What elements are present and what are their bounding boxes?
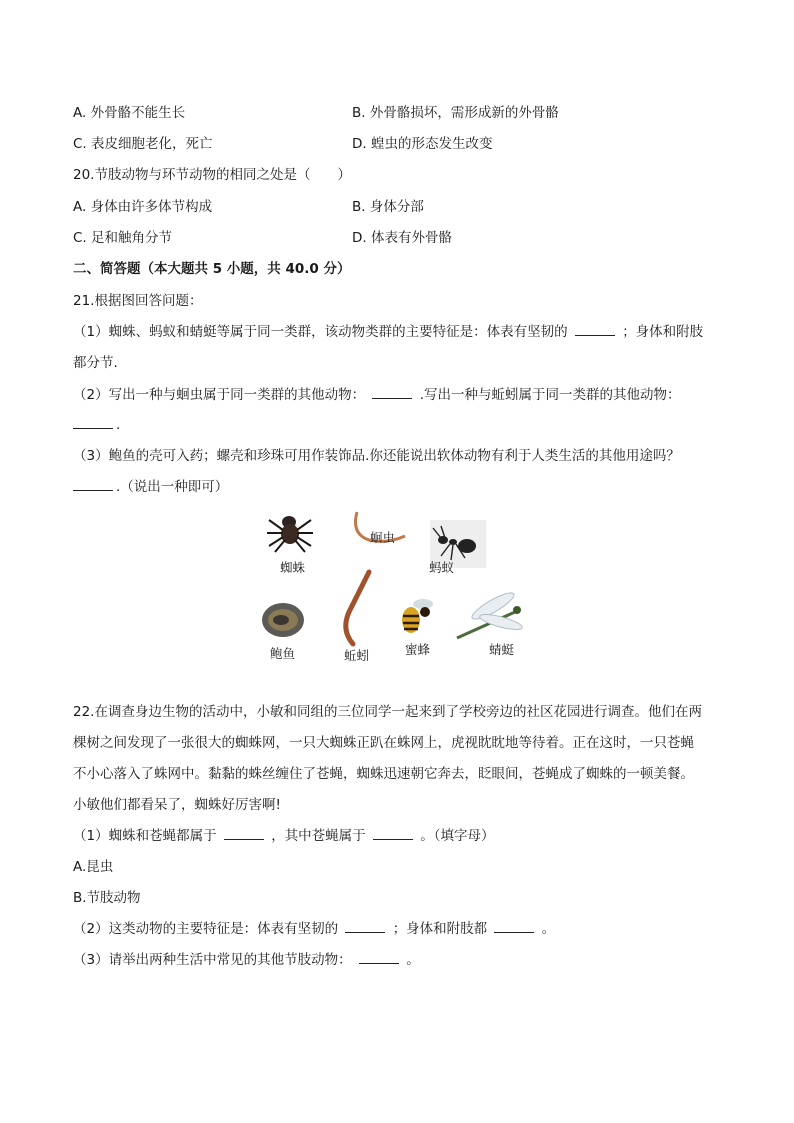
q20-option-a: A. 身体由许多体节构成 [73, 199, 213, 215]
dragonfly-image [457, 589, 524, 638]
q21-part1 [73, 323, 703, 341]
q21-part2-text-b: .写出一种与蚯蚓属于同一类群的其他动物： [419, 387, 681, 403]
answer-blank[interactable] [345, 920, 385, 933]
q21-part1-cont: 都分节. [73, 355, 118, 371]
q22-option-a: A.昆虫 [73, 859, 114, 875]
q22-part2-text-c: 。 [541, 921, 556, 937]
q21-part2-text-a: （2）写出一种与蛔虫属于同一类群的其他动物： [73, 387, 366, 403]
q22-part1-text-c: 。（填字母） [420, 828, 495, 844]
answer-blank[interactable] [494, 920, 534, 933]
q22-part2 [73, 920, 555, 938]
q22-part1-text-b: ，其中苍蝇属于 [271, 828, 366, 844]
label-spider: 蜘蛛 [280, 560, 306, 575]
q22-passage-line-1: 22.在调查身边生物的活动中，小敏和同组的三位同学一起来到了学校旁边的社区花园进行调查。他们在两 [73, 704, 702, 720]
q22-passage-line-3: 不小心落入了蛛网中。黏黏的蛛丝缠住了苍蝇，蜘蛛迅速朝它奔去，眨眼间，苍蝇成了蜘蛛的一顿美餐。 [73, 766, 694, 782]
q22-passage-line-2: 棵树之间发现了一张很大的蜘蛛网，一只大蜘蛛正趴在蛛网上，虎视眈眈地等待着。正在这时，一只苍蝇 [73, 735, 694, 751]
bee-image [402, 599, 433, 633]
q21-part1-text-a: （1）蜘蛛、蚂蚁和蜻蜓等属于同一类群，该动物类群的主要特征是：体表有坚韧的 [73, 324, 568, 340]
q21-part2 [73, 386, 680, 404]
answer-blank[interactable] [359, 951, 399, 964]
q21-part3: （3）鲍鱼的壳可入药；螺壳和珍珠可用作装饰品.你还能说出软体动物有利于人类生活的其他用途吗？ [73, 448, 680, 464]
answer-blank[interactable] [73, 416, 113, 429]
q22-part3 [73, 951, 420, 969]
q21-part2-cont [73, 416, 120, 434]
q19-option-c: C. 表皮细胞老化，死亡 [73, 136, 213, 152]
q21-part2-text-c: . [116, 417, 121, 433]
spider-image [267, 516, 313, 552]
q21-stem: 21.根据图回答问题： [73, 293, 203, 309]
q19-option-d: D. 蝗虫的形态发生改变 [352, 136, 493, 152]
label-ant: 蚂蚁 [429, 560, 455, 575]
q22-option-b: B.节肢动物 [73, 890, 141, 906]
label-abalone: 鲍鱼 [270, 646, 296, 661]
q22-part3-text-b: 。 [406, 952, 420, 968]
q20-option-c: C. 足和触角分节 [73, 230, 173, 246]
q19-option-b: B. 外骨骼损坏，需形成新的外骨骼 [352, 105, 559, 121]
q21-part1-text-b: ；身体和附肢 [622, 324, 704, 340]
answer-blank[interactable] [373, 827, 413, 840]
q21-part3-cont [73, 478, 228, 496]
q22-passage-line-4: 小敏他们都看呆了，蜘蛛好厉害啊! [73, 797, 281, 813]
section-title: 二、简答题（本大题共 5 小题，共 40.0 分） [73, 261, 351, 277]
q20-option-b: B. 身体分部 [352, 199, 424, 215]
answer-blank[interactable] [73, 478, 113, 491]
q22-part2-text-a: （2）这类动物的主要特征是：体表有坚韧的 [73, 921, 339, 937]
label-earthworm: 蚯蚓 [344, 648, 370, 663]
q20-option-d: D. 体表有外骨骼 [352, 230, 452, 246]
q22-part1 [73, 827, 495, 845]
label-roundworm: 蛔虫 [370, 530, 396, 545]
answer-blank[interactable] [575, 323, 615, 336]
q19-option-a: A. 外骨骼不能生长 [73, 105, 186, 121]
q21-part3-text-b: .（说出一种即可） [116, 479, 229, 495]
q22-part2-text-b: ；身体和附肢都 [392, 921, 488, 937]
label-bee: 蜜蜂 [405, 642, 431, 657]
animal-figure [255, 500, 545, 670]
q22-part3-text-a: （3）请举出两种生活中常见的其他节肢动物： [73, 952, 352, 968]
earthworm-image [346, 572, 369, 644]
abalone-image [262, 603, 304, 637]
answer-blank[interactable] [372, 386, 412, 399]
label-dragonfly: 蜻蜓 [489, 642, 515, 657]
answer-blank[interactable] [224, 827, 264, 840]
q22-part1-text-a: （1）蜘蛛和苍蝇都属于 [73, 828, 217, 844]
q20-stem: 20.节肢动物与环节动物的相同之处是（ ） [73, 167, 351, 183]
